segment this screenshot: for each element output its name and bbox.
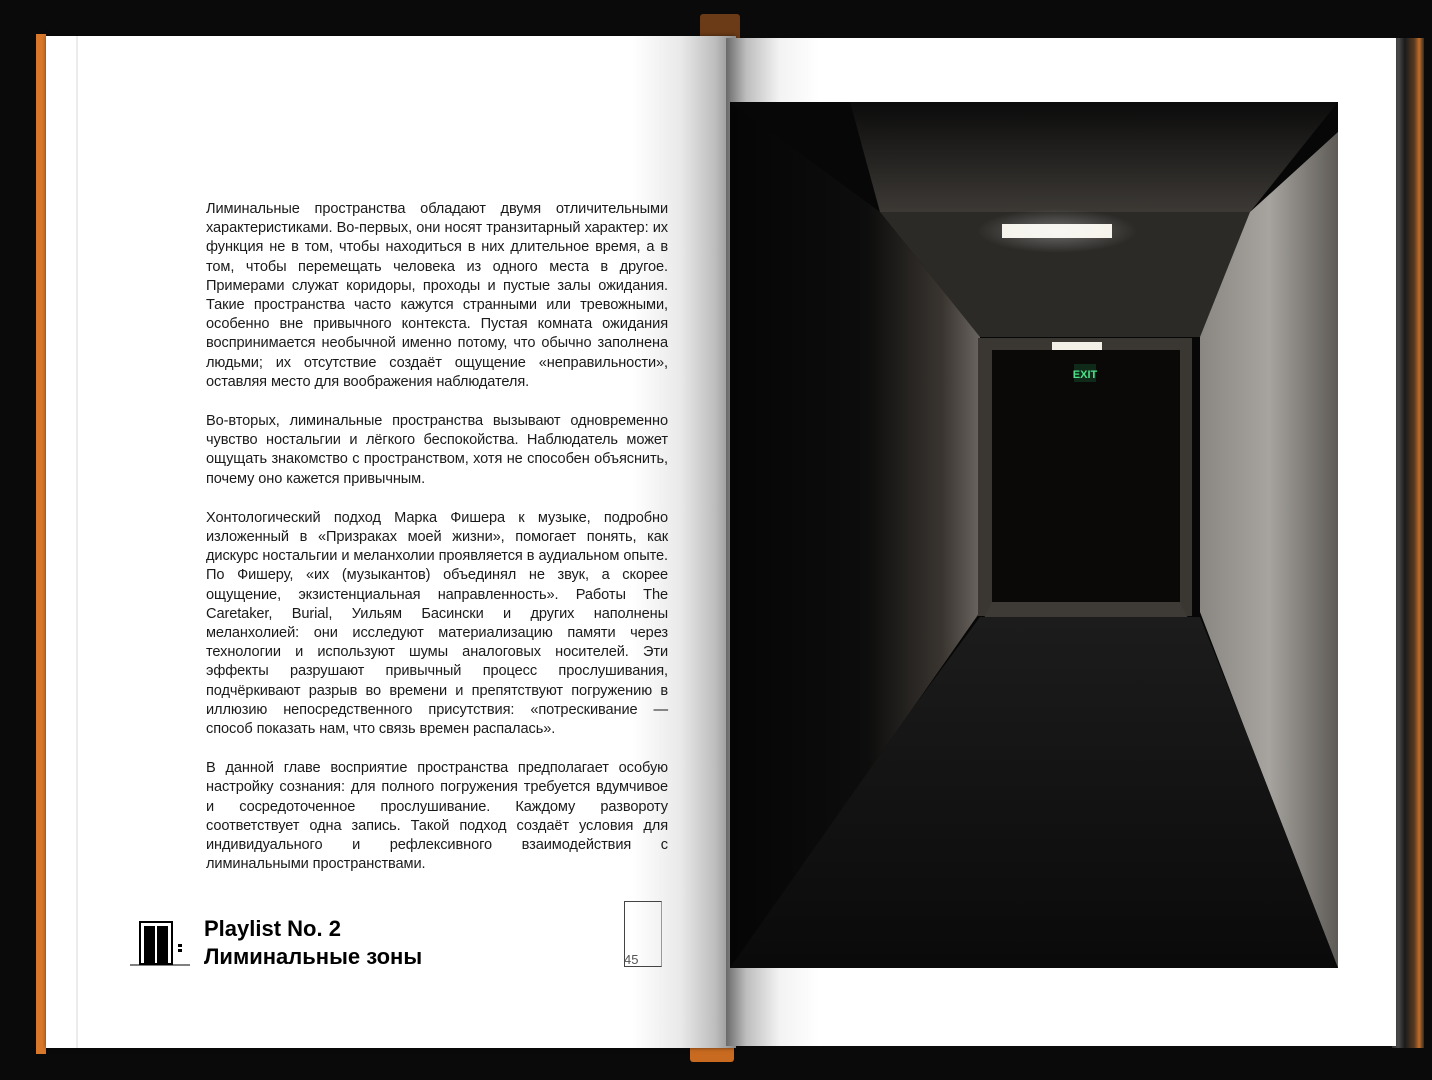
elevator-doors-icon [130, 918, 192, 968]
dark-corridor-photo [730, 102, 1338, 968]
book-cover-edge-left [36, 34, 46, 1054]
page-number: 45 [624, 952, 639, 967]
playlist-label: Playlist No. 2 [204, 916, 341, 941]
book-cover-edge-right [1392, 38, 1424, 1048]
paragraph: Во-вторых, лиминальные пространства вызывают одновременно чувство ностальгии и лёгкого беспокойства. Наблюдатель может ощущать знакомство с пространством, хотя не способен объяснить, почему оно кажется привычным. [206, 413, 668, 487]
paragraph: Лиминальные пространства обладают двумя отличительными характеристиками. Во-первых, они носят транзитарный характер: их функция не в том, чтобы находиться в них длительное время, а в том, чтобы перемещать человека из одного места в другое. Примерами служат коридоры, проходы и пустые залы ожидания. Такие пространства часто кажутся странными или тревожными, особенно вне привычного контекста. Пустая комната ожидания воспринимается необычной именно потому, что обычно заполнена людьми; их отсутствие создаёт ощущение «неправильности», оставляя место для воображения наблюдателя. [206, 201, 668, 390]
paragraph: Хонтологический подход Марка Фишера к музыке, подробно изложенный в «Призраках моей жизни», помогает понять, как дискурс ностальгии и меланхолии проявляется в аудиальном опыте. По Фишеру, «их (музыкантов) объединял не звук, а скорее ощущение, экзистенциальная направленность». Работы The Caretaker, Burial, Уильям Басински и других наполнены меланхолией: они исследуют материализацию памяти через технологии и используют шумы аналоговых носителей. Эти эффекты разрушают привычный процесс прослушивания, подчёркивают разрыв во времени и препятствуют погружению в иллюзию непосредственного присутствия: «потрескивание — способ показать нам, что связь времен распалась». [206, 509, 668, 738]
body-text [206, 200, 668, 895]
exit-sign-text: EXIT [1072, 369, 1098, 381]
chapter-title: Лиминальные зоны [204, 944, 423, 969]
page-edge-line [76, 36, 78, 1048]
paragraph: В данной главе восприятие пространства предполагает особую настройку сознания: для полного погружения требуется вдумчивое и сосредоточенное прослушивание. Каждому развороту соответствует одна запись. Такой подход создаёт условия для индивидуального и рефлексивного взаимодействия с лиминальными пространствами. [206, 760, 668, 873]
corridor-illustration [730, 102, 1338, 968]
